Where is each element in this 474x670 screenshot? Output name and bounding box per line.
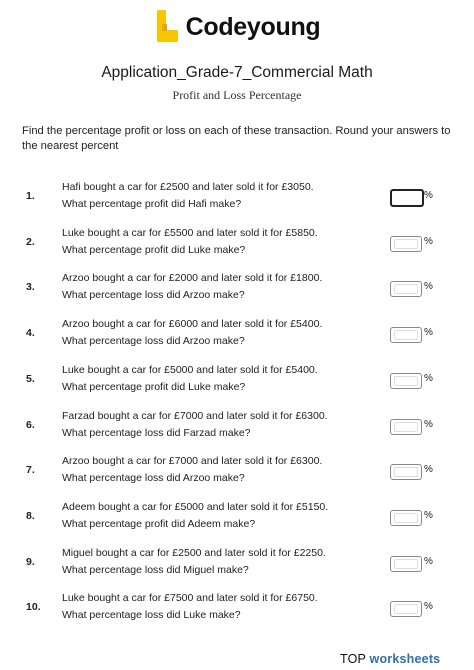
- percent-sign: %: [424, 601, 433, 613]
- question-number: 4.: [26, 327, 35, 340]
- footer-top-label: TOP: [340, 652, 366, 666]
- question-text: [62, 453, 372, 487]
- question-line-1: Miguel bought a car for £2500 and later sold it for £2250.: [62, 546, 326, 559]
- question-line-2: What percentage profit did Luke make?: [62, 243, 246, 256]
- question-line-2: What percentage loss did Arzoo make?: [62, 289, 245, 302]
- percent-sign: %: [424, 281, 433, 293]
- question-number: 10.: [26, 601, 41, 614]
- question-line-1: Arzoo bought a car for £7000 and later sold it for £6300.: [62, 455, 323, 468]
- question-line-1: Luke bought a car for £5500 and later sold it for £5850.: [62, 226, 318, 239]
- answer-input[interactable]: [390, 281, 422, 297]
- question-text: [62, 179, 372, 213]
- question-line-1: Farzad bought a car for £7000 and later sold it for £6300.: [62, 409, 328, 422]
- question-line-2: What percentage profit did Hafi make?: [62, 198, 242, 210]
- percent-sign: %: [424, 372, 433, 384]
- question-number: 1.: [26, 190, 35, 202]
- question-row: [0, 452, 474, 492]
- question-number: 6.: [26, 418, 35, 431]
- question-text: [62, 362, 372, 396]
- question-row: [0, 361, 474, 401]
- question-line-1: Adeem bought a car for £5000 and later sold it for £5150.: [62, 500, 329, 513]
- question-text: [62, 590, 372, 624]
- worksheet-subtitle: Profit and Loss Percentage: [172, 88, 302, 102]
- question-line-1: Hafi bought a car for £2500 and later sold it for £3050.: [62, 181, 314, 193]
- codeyoung-logo-icon: [154, 10, 180, 44]
- question-number: 7.: [26, 464, 35, 477]
- question-line-1: Arzoo bought a car for £6000 and later sold it for £5400.: [62, 318, 323, 331]
- percent-sign: %: [424, 190, 433, 201]
- answer-input[interactable]: [390, 556, 422, 572]
- question-row: [0, 544, 474, 584]
- brand-name: Codeyoung: [185, 12, 321, 41]
- question-row: [0, 269, 474, 309]
- percent-sign: %: [424, 327, 433, 339]
- question-text: [62, 225, 372, 259]
- question-line-2: What percentage loss did Arzoo make?: [62, 472, 245, 485]
- question-line-2: What percentage loss did Luke make?: [62, 609, 241, 622]
- worksheet-title: Application_Grade-7_Commercial Math: [101, 64, 373, 81]
- question-row: [0, 315, 474, 355]
- question-number: 2.: [26, 235, 35, 248]
- question-text: [62, 499, 372, 533]
- answer-input[interactable]: [390, 510, 422, 526]
- percent-sign: %: [424, 235, 433, 247]
- question-number: 3.: [26, 281, 35, 294]
- footer-brand: [340, 652, 440, 666]
- question-row: [0, 498, 474, 538]
- question-row: [0, 224, 474, 264]
- answer-input[interactable]: [390, 464, 422, 480]
- question-line-1: Arzoo bought a car for £2000 and later sold it for £1800.: [62, 272, 323, 285]
- question-number: 9.: [26, 555, 35, 568]
- instructions-text: Find the percentage profit or loss on each of these transaction. Round your answers to the nearest percent: [22, 125, 451, 152]
- question-row: [0, 178, 474, 218]
- question-row: [0, 589, 474, 629]
- question-text: [62, 316, 372, 350]
- percent-sign: %: [424, 418, 433, 430]
- answer-input[interactable]: [390, 373, 422, 389]
- question-line-2: What percentage profit did Luke make?: [62, 380, 246, 393]
- question-line-2: What percentage loss did Farzad make?: [62, 426, 251, 439]
- question-text: [62, 408, 372, 442]
- question-number: 8.: [26, 509, 35, 522]
- question-number: 5.: [26, 372, 35, 385]
- question-line-1: Luke bought a car for £5000 and later sold it for £5400.: [62, 363, 318, 376]
- percent-sign: %: [424, 509, 433, 521]
- question-text: [62, 545, 372, 579]
- percent-sign: %: [424, 464, 433, 476]
- answer-input[interactable]: [390, 236, 422, 252]
- percent-sign: %: [424, 555, 433, 567]
- question-line-2: What percentage loss did Arzoo make?: [62, 335, 245, 348]
- answer-input[interactable]: [390, 601, 422, 617]
- question-text: [62, 270, 372, 304]
- answer-input[interactable]: [390, 419, 422, 435]
- question-line-1: Luke bought a car for £7500 and later sold it for £6750.: [62, 592, 318, 605]
- question-line-2: What percentage profit did Adeem make?: [62, 517, 256, 530]
- footer-worksheets-label: worksheets: [369, 652, 441, 666]
- question-row: [0, 407, 474, 447]
- answer-input[interactable]: [390, 189, 424, 207]
- brand-header: [0, 10, 474, 44]
- answer-input[interactable]: [390, 327, 422, 343]
- question-line-2: What percentage loss did Miguel make?: [62, 563, 249, 576]
